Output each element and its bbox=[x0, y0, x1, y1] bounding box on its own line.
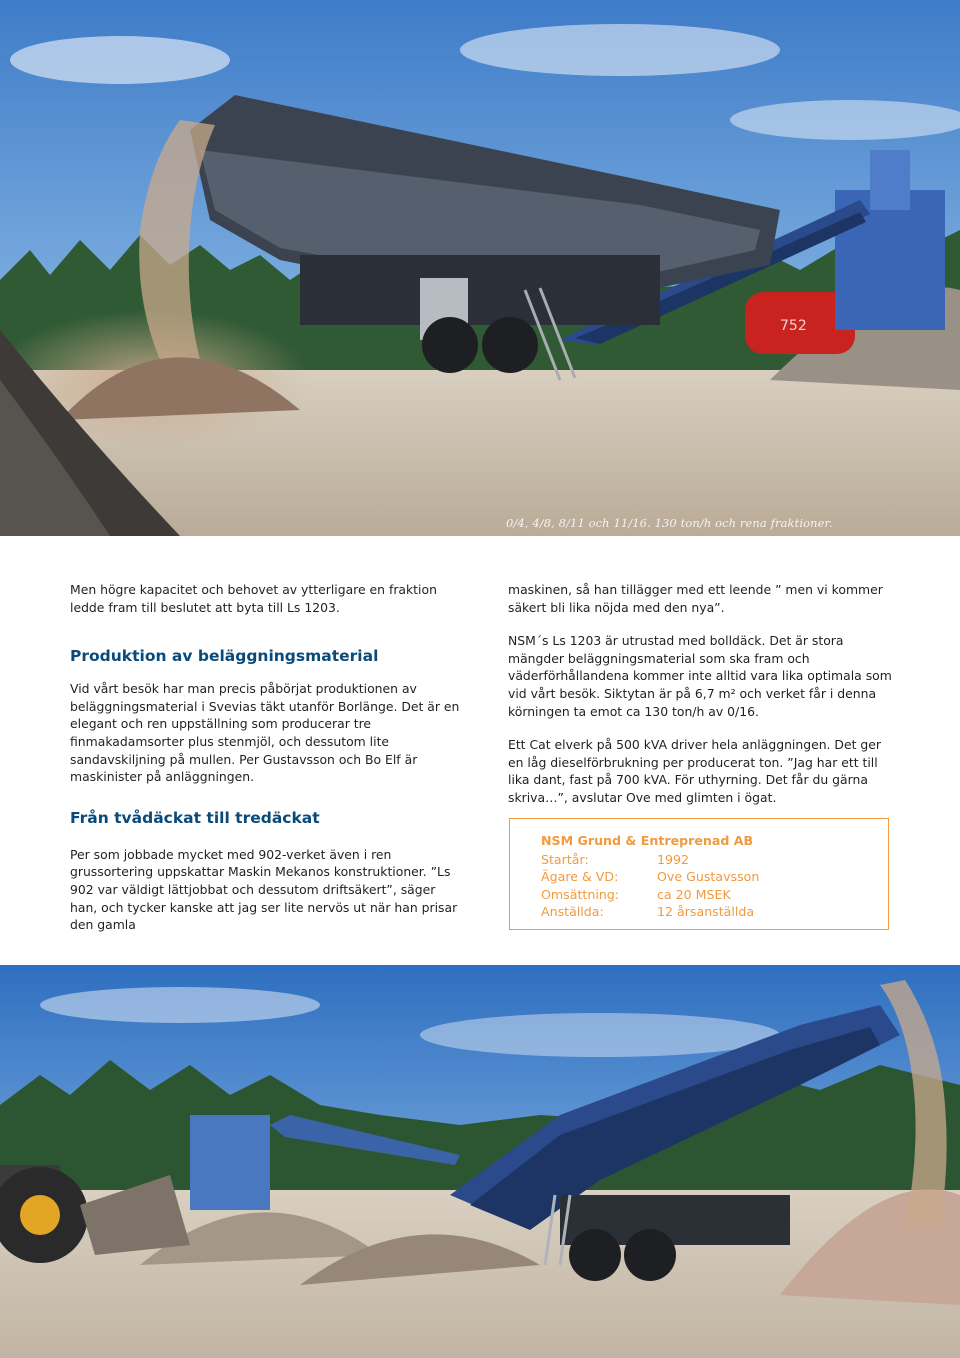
right-paragraph-1: maskinen, så han tillägger med ett leende ” men vi kommer säkert bli lika nöjda med den nya”. bbox=[508, 582, 883, 615]
right-column bbox=[508, 581, 900, 807]
photo-caption: 0/4, 4/8, 8/11 och 11/16. 130 ton/h och rena fraktioner. bbox=[506, 516, 833, 530]
bottom-photo bbox=[0, 965, 960, 1358]
production-paragraph: Vid vårt besök har man precis påbörjat produktionen av beläggningsmaterial i Svevias täkt utanför Borlänge. Det är en elegant och ren uppställning som producerar tre finmakadamsorter plus stenmjöl, och dessutom lite sandavskiljning på mullen. Per Gustavsson och Bo Elf är maskinister på anläggningen. bbox=[70, 681, 460, 785]
intro-paragraph: Men högre kapacitet och behovet av ytterligare en fraktion ledde fram till beslutet att byta till Ls 1203. bbox=[70, 582, 437, 615]
fact-value: ca 20 MSEK bbox=[657, 886, 731, 902]
left-column bbox=[70, 581, 460, 934]
fact-row bbox=[541, 886, 888, 904]
fact-company-name: NSM Grund & Entreprenad AB bbox=[541, 833, 754, 848]
fact-row bbox=[541, 851, 888, 869]
fact-value: Ove Gustavsson bbox=[657, 869, 760, 884]
company-fact-box bbox=[509, 818, 889, 930]
screening-plant-photo bbox=[0, 965, 960, 1358]
fact-row bbox=[541, 903, 888, 921]
fact-row bbox=[541, 868, 888, 886]
fact-label: Ägare & VD: bbox=[541, 869, 619, 884]
top-photo bbox=[0, 0, 960, 536]
right-paragraph-2: NSM´s Ls 1203 är utrustad med bolldäck. Det är stora mängder beläggningsmaterial som ska fram och väderförhållandena kommer inte alltid vara lika optimala som vid vårt besök. Siktytan är på 6,7 m² och verket får i denna körningen ta emot ca 130 ton/h av 0/16. bbox=[508, 633, 892, 719]
fact-label: Startår: bbox=[541, 851, 589, 867]
section-heading-production: Produktion av beläggningsmaterial bbox=[70, 647, 379, 666]
right-paragraph-3: Ett Cat elverk på 500 kVA driver hela anläggningen. Det ger en låg dieselförbrukning per producerat ton. ”Jag har ett till lika dant, fast på 700 kVA. För uthyrning. Det får du gärna skriva…”, avslutar Ove med glimten i ögat. bbox=[508, 737, 881, 805]
svg-text:752: 752 bbox=[780, 318, 807, 334]
decks-paragraph: Per som jobbade mycket med 902-verket även i ren grussortering uppskattar Maskin Mekanos konstruktioner. ”Ls 902 var väldigt lättjobbat och dessutom driftsäkert”, säger han, och tycker kanske att jag ser lite nervös ut när han prisar den gamla bbox=[70, 846, 458, 933]
fact-label: Omsättning: bbox=[541, 886, 620, 902]
fact-value: 1992 bbox=[657, 851, 690, 867]
section-heading-decks: Från tvådäckat till tredäckat bbox=[70, 808, 320, 827]
fact-label: Anställda: bbox=[541, 904, 604, 919]
crushing-plant-photo bbox=[0, 0, 960, 536]
fact-value: 12 årsanställda bbox=[657, 904, 755, 919]
